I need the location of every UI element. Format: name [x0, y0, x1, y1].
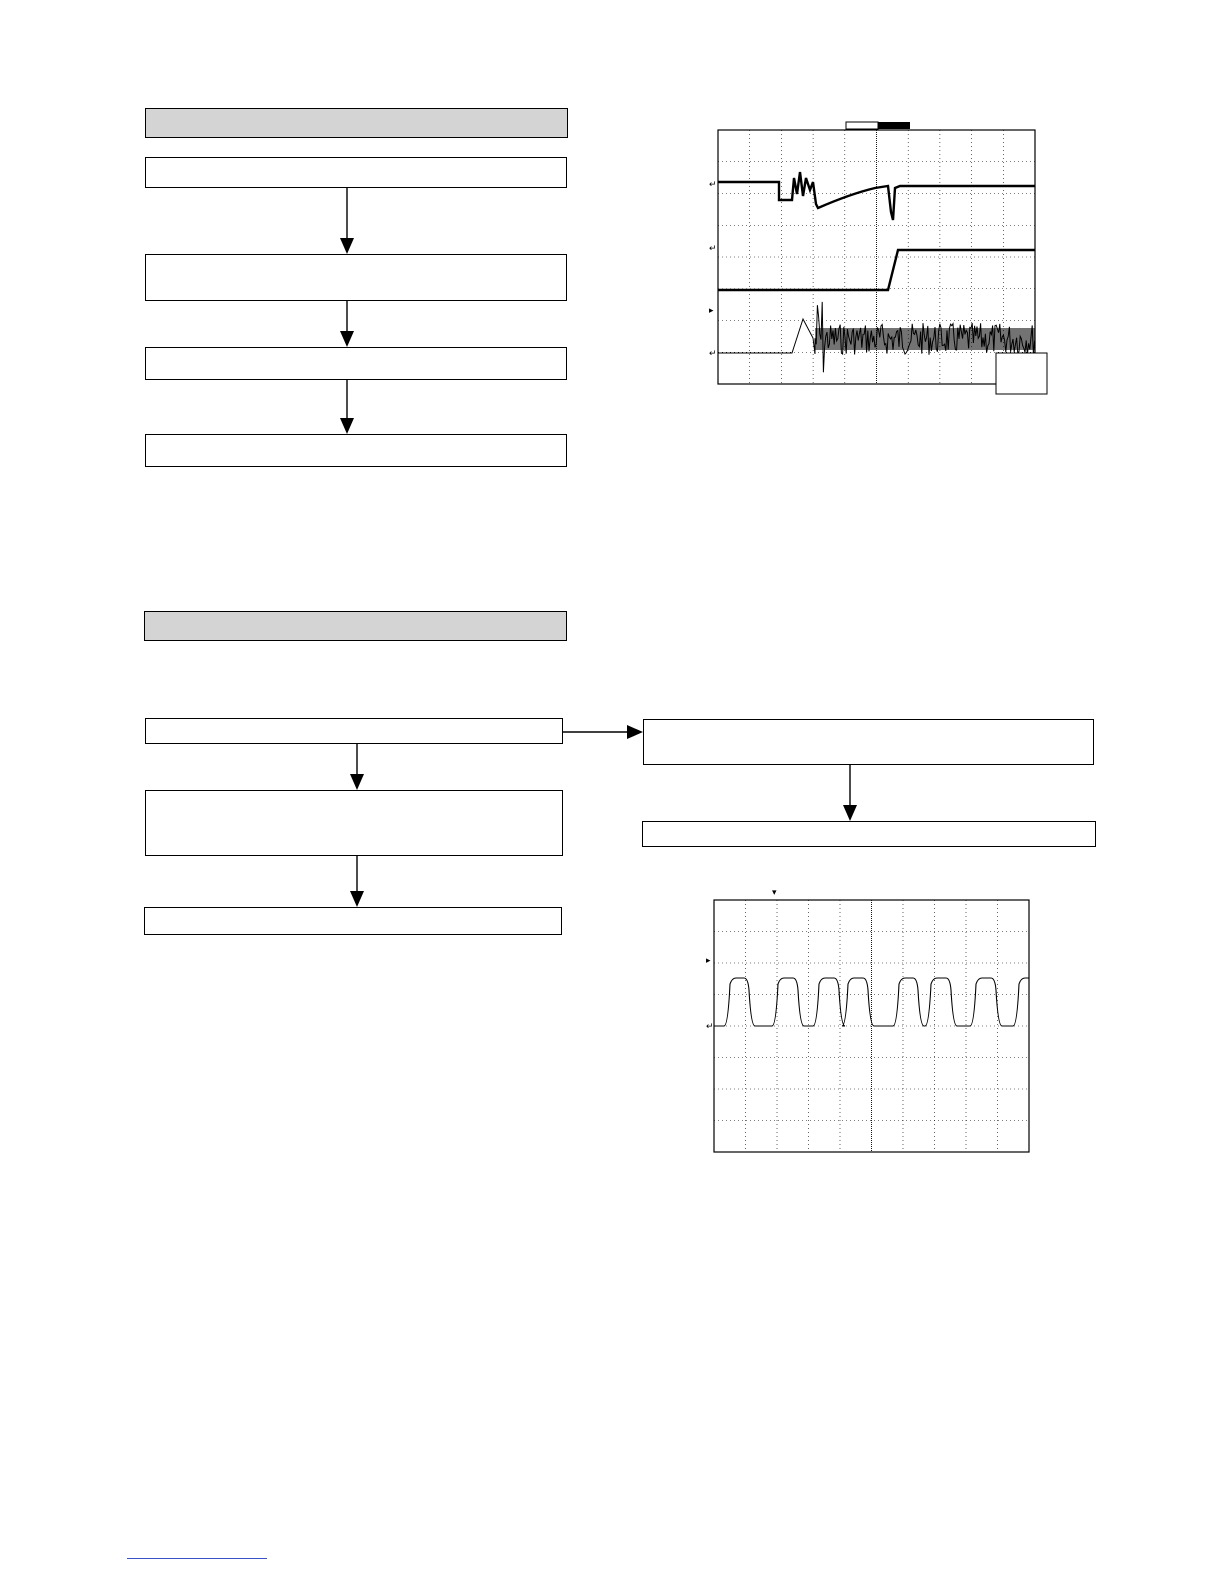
scope-top-trace-ch3-band	[815, 328, 1035, 350]
scope-top-ch3-ground-marker: ↵	[709, 348, 717, 358]
scope-top-trigger-marker: ▸	[709, 305, 714, 315]
bottom-arrow-left-2	[350, 856, 364, 907]
bottom-arrow-right-branch	[563, 725, 643, 739]
oscilloscope-bottom	[700, 886, 1040, 1161]
bottom-arrow-left-1	[350, 744, 364, 790]
scope-top-ch1-ground-marker: ↵	[709, 179, 717, 189]
scope-top-timebar-filled	[878, 122, 910, 129]
scope-top-ch2-ground-marker: ↵	[709, 243, 717, 253]
scope-bottom-level-marker: ▸	[706, 955, 711, 965]
scope-top-timebar-open	[846, 122, 878, 129]
top-arrow-3	[340, 380, 354, 434]
scope-bottom-ground-marker: ↵	[706, 1021, 714, 1031]
footer-rule	[127, 1558, 267, 1559]
oscilloscope-top	[700, 116, 1060, 406]
bottom-arrow-right-1	[843, 765, 857, 821]
top-arrow-2	[340, 301, 354, 347]
top-arrow-1	[340, 188, 354, 254]
scope-top-readout-box	[996, 353, 1047, 394]
scope-bottom-trigger-marker: ▾	[772, 887, 777, 897]
